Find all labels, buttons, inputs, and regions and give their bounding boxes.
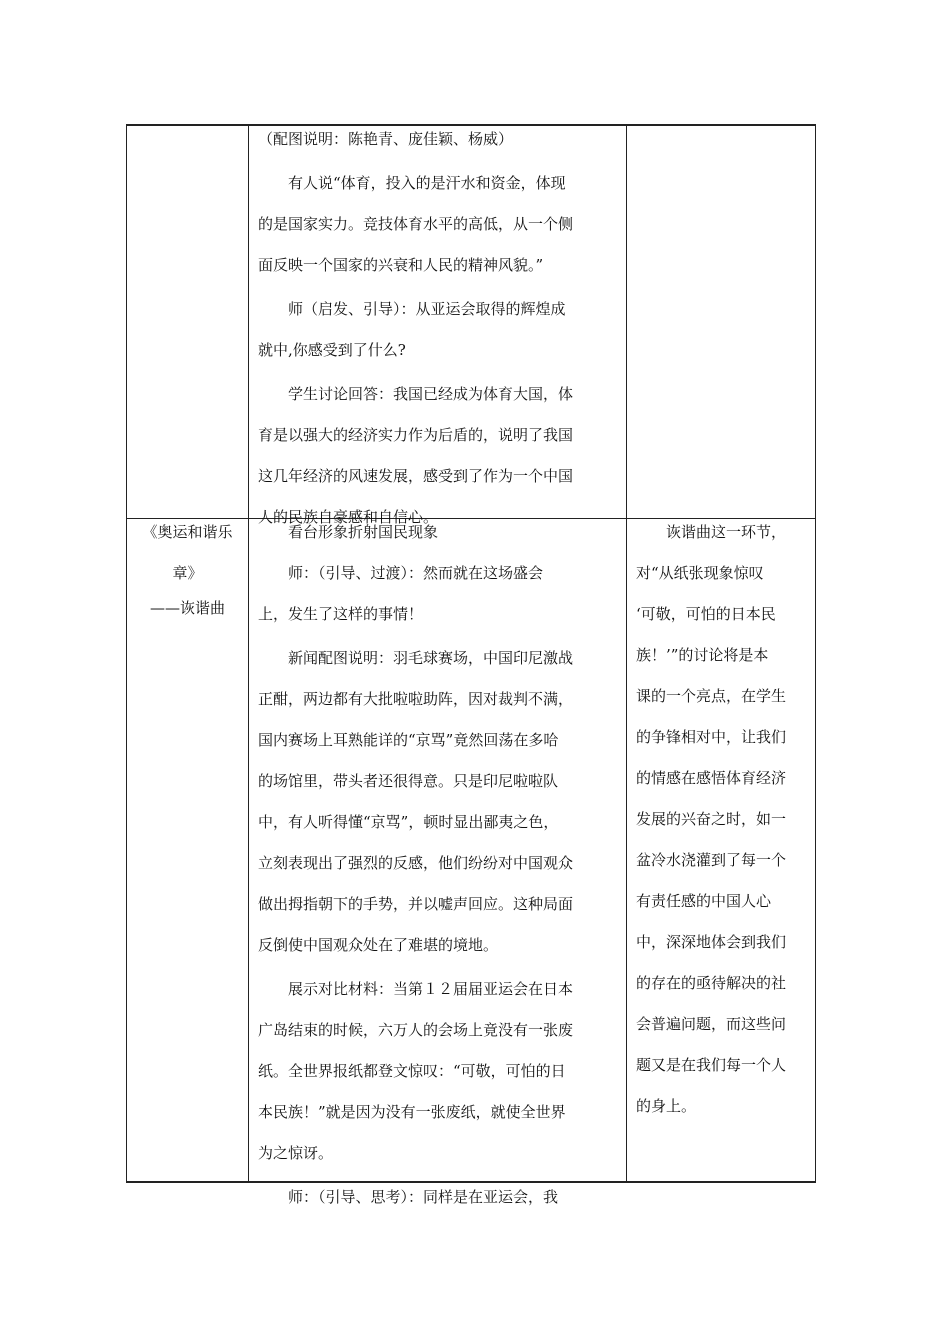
note-line: 题又是在我们每一个人 [636, 1056, 787, 1074]
text-line: 上，发生了这样的事情！ [258, 605, 424, 623]
text-line: 广岛结束的时候，六万人的会场上竟没有一张废 [258, 1021, 574, 1039]
text-line: 面反映一个国家的兴衰和人民的精神风貌。” [258, 256, 544, 274]
note-line: 有责任感的中国人心 [636, 892, 772, 910]
text-line: 的是国家实力。竞技体育水平的高低，从一个侧 [258, 215, 574, 233]
note-line: 对“从纸张现象惊叹 [636, 564, 764, 582]
text-line: 国内赛场上耳熟能详的“京骂”竟然回荡在多哈 [258, 731, 559, 749]
note-line: 的情感在感悟体育经济 [636, 769, 787, 787]
caption-line: （配图说明：陈艳青、庞佳颖、杨威） [258, 130, 514, 148]
text-line: 师：（引导、思考）：同样是在亚运会，我 [288, 1188, 559, 1206]
text-line: 纸。全世界报纸都登文惊叹：“可敬，可怕的日 [258, 1062, 566, 1080]
section-title-line: 章》 [172, 564, 203, 582]
text-line: 展示对比材料：当第１２届届亚运会在日本 [288, 980, 574, 998]
text-line: 为之惊讶。 [258, 1144, 334, 1162]
note-line: 盆冷水浇灌到了每一个 [636, 851, 787, 869]
section-title-cell [127, 519, 248, 1181]
text-line: 反倒使中国观众处在了难堪的境地。 [258, 936, 499, 954]
note-line: 诙谐曲这一环节， [666, 523, 787, 541]
text-line: 学生讨论回答：我国已经成为体育大国，体 [288, 385, 574, 403]
text-line: 师（启发、引导）：从亚运会取得的辉煌成 [288, 300, 566, 318]
text-line: 做出拇指朝下的手势，并以嘘声回应。这种局面 [258, 895, 574, 913]
text-line: 本民族！”就是因为没有一张废纸，就使全世界 [258, 1103, 566, 1121]
design-notes-cell [628, 519, 815, 1181]
column-divider [248, 519, 249, 1181]
teaching-process-cell [250, 126, 626, 526]
text-line: 立刻表现出了强烈的反感，他们纷纷对中国观众 [258, 854, 574, 872]
note-line: 族！’”的讨论将是本 [636, 646, 769, 664]
section-title-cell [127, 126, 248, 518]
table-row [127, 519, 815, 1206]
text-line: 人的民族自豪感和自信心。 [258, 508, 439, 526]
note-line: 中，深深地体会到我们 [636, 933, 787, 951]
subheading-line: 看台形象折射国民现象 [288, 523, 439, 541]
note-line: 的存在的亟待解决的社 [636, 974, 787, 992]
note-line: 的身上。 [636, 1097, 697, 1115]
text-line: 师：（引导、过渡）：然而就在这场盛会 [288, 564, 544, 582]
text-line: 有人说“体育，投入的是汗水和资金，体现 [288, 174, 566, 192]
design-notes-cell [628, 126, 815, 518]
note-line: 会普遍问题，而这些问 [636, 1015, 787, 1033]
text-line: 正酣，两边都有大批啦啦助阵，因对裁判不满， [258, 690, 574, 708]
note-line: ‘可敬，可怕的日本民 [636, 605, 776, 623]
text-line: 这几年经济的风速发展，感受到了作为一个中国 [258, 467, 574, 485]
text-line: 就中,你感受到了什么? [258, 341, 406, 359]
note-line: 的争锋相对中，让我们 [636, 728, 787, 746]
section-title-line: ——诙谐曲 [149, 599, 225, 617]
lesson-plan-table [126, 124, 816, 1206]
column-divider [626, 126, 627, 518]
text-line: 的场馆里，带头者还很得意。只是印尼啦啦队 [258, 772, 559, 790]
section-title-line: 《奥运和谐乐 [142, 523, 233, 541]
column-divider [626, 519, 627, 1181]
note-line: 课的一个亮点，在学生 [636, 687, 787, 705]
note-line: 发展的兴奋之时，如一 [636, 810, 787, 828]
text-line: 中，有人听得懂“京骂”，顿时显出鄙夷之色， [258, 813, 559, 831]
table-row [127, 126, 815, 526]
text-line: 新闻配图说明：羽毛球赛场，中国印尼激战 [288, 649, 574, 667]
text-line: 育是以强大的经济实力作为后盾的，说明了我国 [258, 426, 574, 444]
teaching-process-cell [250, 519, 626, 1206]
column-divider [248, 126, 249, 518]
